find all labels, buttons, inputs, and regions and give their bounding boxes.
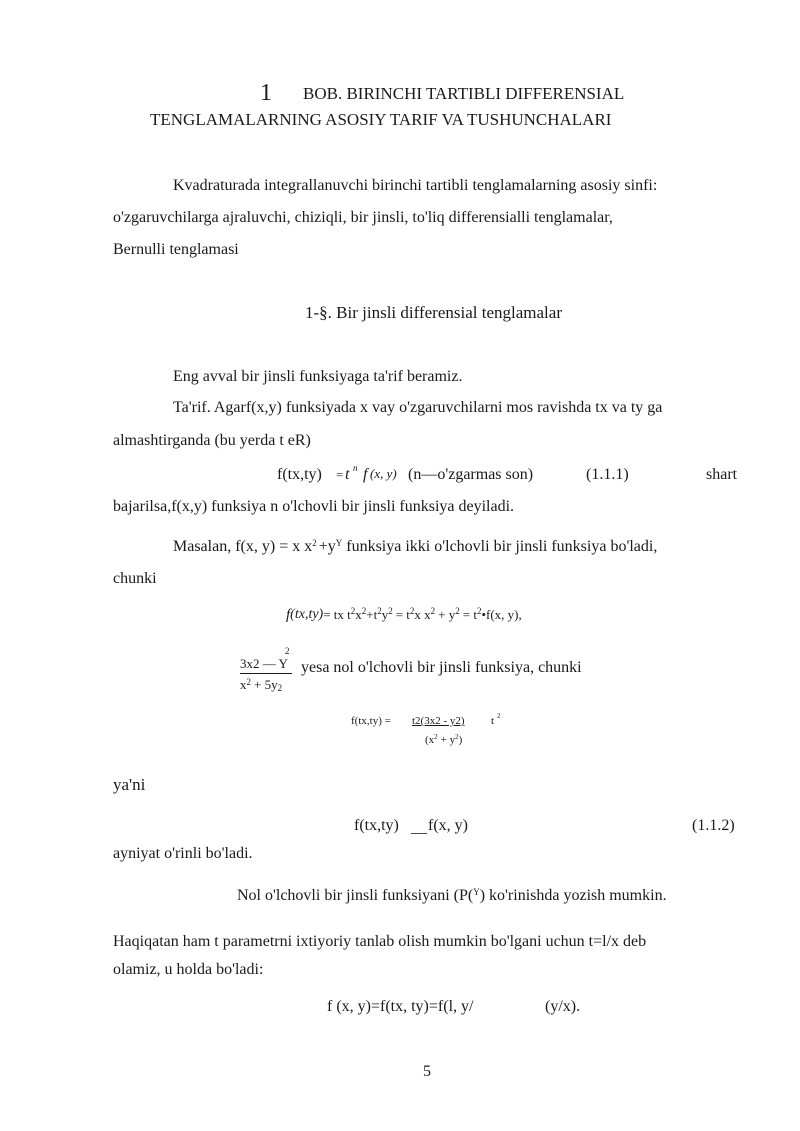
- eq112-number: (1.1.2): [692, 817, 735, 834]
- example-line1-b: +y: [318, 538, 336, 555]
- eq-chunki-sup3: 2: [377, 606, 382, 616]
- eq111-f: f: [363, 466, 368, 483]
- eq-chunki-sup4: 2: [388, 606, 393, 616]
- example-sup-2: 2: [312, 538, 317, 548]
- eq-chunki-e: = t: [395, 607, 410, 622]
- page-number: 5: [423, 1063, 431, 1080]
- eq-last-a: f (x, y)=f(tx, ty)=f(l, y/: [327, 998, 474, 1015]
- eq111-lhs: f(tx,ty): [277, 466, 322, 483]
- chapter-number: 1: [260, 80, 272, 106]
- eq112-mid: __: [411, 819, 427, 836]
- eq111-args: (x, y): [370, 466, 397, 481]
- fraction-line: [240, 673, 292, 674]
- example-line1-c: funksiya ikki o'lchovli bir jinsli funksiya bo'ladi,: [346, 538, 658, 555]
- eq-chunki-c: +t: [366, 607, 378, 622]
- eq111-t: t: [345, 466, 350, 483]
- eq-chunki-f: f: [286, 607, 291, 623]
- example-sup-y: Y: [335, 538, 343, 548]
- para3-line1: [237, 886, 667, 906]
- section-title: 1-§. Bir jinsli differensial tenglamalar: [305, 303, 562, 322]
- eq-chunki-sup8: 2: [476, 606, 482, 616]
- fraction-numerator: 3x2 — Y: [240, 656, 288, 671]
- chapter-title-line2: TENGLAMALARNING ASOSIY TARIF VA TUSHUNCHALARI: [150, 110, 612, 129]
- para3-line3: olamiz, u holda bo'ladi:: [113, 961, 264, 978]
- eq111-shart: shart: [706, 466, 738, 483]
- para1-line3: almashtirganda (bu yerda t eR): [113, 432, 311, 449]
- intro-line1: Kvadraturada integrallanuvchi birinchi tartibli tenglamalarning asosiy sinfi:: [173, 177, 658, 194]
- example-line2: chunki: [113, 570, 157, 587]
- eq111-number: (1.1.1): [586, 466, 629, 483]
- eq-small-den-c: ): [458, 734, 463, 746]
- para1-line1: Eng avval bir jinsli funksiyaga ta'rif beramiz.: [173, 368, 463, 385]
- eq-small-lhs: f(tx,ty) =: [351, 715, 391, 727]
- intro-line2: o'zgaruvchilarga ajraluvchi, chiziqli, bir jinsli, to'liq differensialli tenglamalar,: [113, 209, 613, 226]
- intro-line3: Bernulli tenglamasi: [113, 241, 239, 258]
- fraction-top-sup: 2: [285, 646, 290, 656]
- fraction-denominator: [240, 677, 282, 693]
- fraction-den-c: 2: [277, 683, 283, 693]
- fraction-den-b: + 5y: [254, 677, 278, 692]
- eq111-note: (n—o'zgarmas son): [408, 466, 534, 483]
- eq-chunki-sup2: 2: [361, 606, 367, 616]
- yani-text: ya'ni: [113, 775, 146, 794]
- eq-chunki-sup7: 2: [455, 606, 460, 616]
- eq-small-den-b: + y: [440, 734, 456, 746]
- fraction-text: yesa nol o'lchovli bir jinsli funksiya, chunki: [301, 659, 582, 676]
- eq111-eq: =: [336, 467, 344, 482]
- eq112-lhs: f(tx,ty): [354, 817, 399, 834]
- eq-chunki-f2: x x: [414, 607, 431, 622]
- eq-chunki-g: + y: [438, 607, 456, 622]
- eq-chunki-sup6: 2: [430, 606, 436, 616]
- eq-chunki-i: •f(x, y),: [481, 607, 522, 622]
- para3-line2: Haqiqatan ham t parametrni ixtiyoriy tanlab olish mumkin bo'lgani uchun t=l/x deb: [113, 933, 647, 950]
- eq-small-den: [425, 733, 462, 747]
- eq-chunki-d: y: [381, 607, 389, 622]
- example-line1-a: Masalan, f(x, y) = x x: [173, 538, 313, 555]
- eq111-n: n: [353, 463, 358, 473]
- eq-chunki-sup1: 2: [350, 606, 356, 616]
- chapter-title-line1: BOB. BIRINCHI TARTIBLI DIFFERENSIAL: [303, 84, 625, 103]
- ayniyat-text: ayniyat o'rinli bo'ladi.: [113, 845, 253, 862]
- eq-small-den-sup2: 2: [455, 733, 459, 741]
- eq-last-b: (y/x).: [545, 998, 581, 1015]
- fraction-den-sup: 2: [246, 677, 251, 687]
- eq-small-num-t: t: [491, 715, 495, 727]
- eq-small-den-sup1: 2: [434, 733, 438, 741]
- eq-small-num-sup: 2: [497, 712, 501, 720]
- fraction-den-a: x: [240, 677, 247, 692]
- eq112-rhs: f(x, y): [428, 817, 468, 834]
- para3-line1-b: ) ko'rinishda yozish mumkin.: [479, 887, 667, 904]
- para1-line2: Ta'rif. Agarf(x,y) funksiyada x vay o'zgaruvchilarni mos ravishda tx va ty ga: [173, 399, 663, 416]
- eq-small-den-a: (x: [425, 734, 435, 746]
- eq-chunki-a: = tx t: [323, 607, 351, 622]
- eq-chunki-sup5: 2: [409, 606, 415, 616]
- eq-chunki-h: = t: [462, 607, 477, 622]
- example-line1: [173, 537, 657, 557]
- eq-small-num: t2(3x2 - y2): [412, 715, 465, 727]
- para3-line1-sup: Y: [473, 887, 480, 897]
- para2-line1: bajarilsa,f(x,y) funksiya n o'lchovli bir jinsli funksiya deyiladi.: [113, 498, 515, 515]
- eq-chunki-args: (tx,ty): [290, 607, 324, 622]
- para3-line1-a: Nol o'lchovli bir jinsli funksiyani (P(: [237, 887, 474, 904]
- eq-chunki: [286, 606, 522, 624]
- eq-chunki-b: x: [355, 607, 362, 622]
